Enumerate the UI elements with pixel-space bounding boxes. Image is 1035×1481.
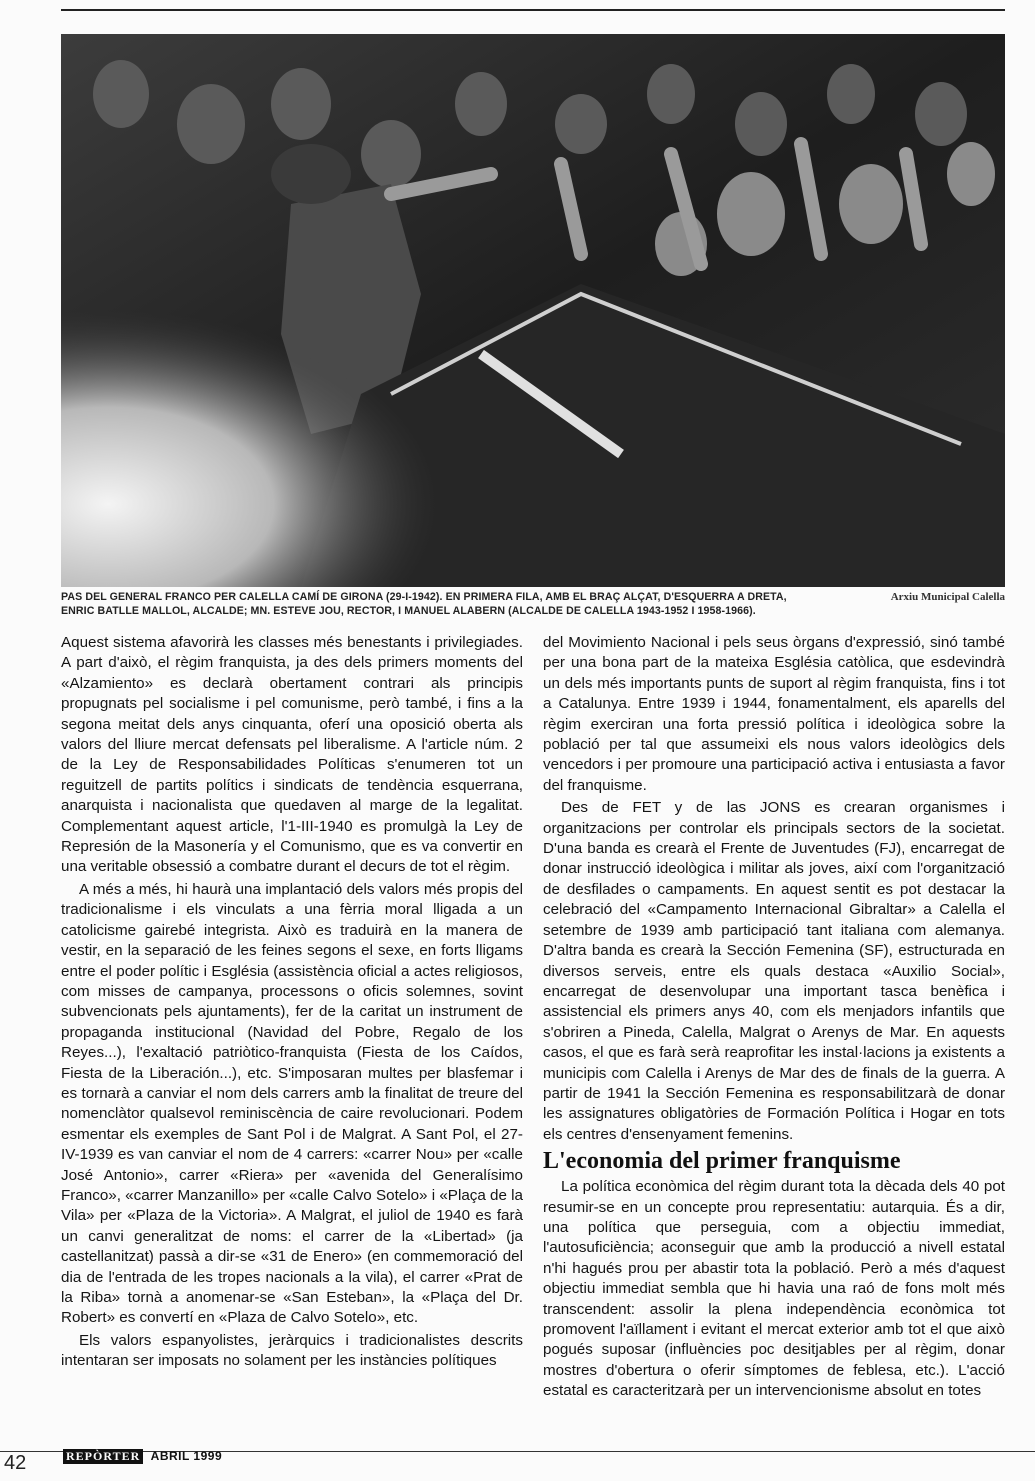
right-paragraph-3: La política econòmica del règim durant tota la dècada dels 40 pot resumir-se en un concepte prou representatiu: autarquia. És a dir, una política que perseguia, com a objectiu immediat, l'autosuficiència; aconseguir que amb la producció a nivell estatal n'hi hagués prou per abastir tota la població. Però a més d'aquest objectiu immediat sembla que hi havia una raó de fons molt més transcendent: assolir la plena independència econòmica tot promovent l'aïllament i evitant el mercat exterior amb tot el que això pogués suposar (influències poc desitjables per al règim, donar mostres d'obertura o oferir símptomes de feblesa, etc.). L'acció estatal es caracteritzarà per un intervencionisme absolut en totes [543,1178,1005,1400]
page-number: 42 [4,1452,27,1474]
left-paragraph-1: Aquest sistema afavorirà les classes més benestants i privilegiades. A part d'això, el règim franquista, ja des dels primers moments del «Alzamiento» es declarà obertament contrari als principis propugnats pel socialisme i pel comunisme, però també, i fins a la segona meitat dels anys cinquanta, oferí una oposició oberta als valors del lliure mercat defensats pel liberalisme. A l'article núm. 2 de la Ley de Responsabilidades Políticas s'enumeren tot un reguitzell de partits polítics i sindicats de tendència esquerrana, anarquista i nacionalista que quedaven al marge de la legalitat. Complementant aquest article, l'1-III-1940 es promulgà la Ley de Represión de la Masonería y el Comunismo, que es va convertir en una veritable obsessió a combatre durant el decurs de tot el règim. [61,634,523,876]
magazine-logo: REPÒRTER [63,1449,143,1464]
issue-date: ABRIL 1999 [150,1449,223,1463]
right-paragraph-2: Des de FET y de las JONS es crearan organismes i organitzacions per controlar els principals sectors de la societat. D'una banda es crearà el Frente de Juventudes (FJ), encarregat de donar instrucció ideològica i militar als joves, així com l'organització de desfilades o campaments. En aquest sentit es pot destacar la celebració del «Campamento Internacional Gibraltar» a Calella el setembre de 1939 amb participació tant italiana com alemanya. D'altra banda es crearà la Sección Femenina (SF), estructurada en diversos serveis, entre els quals destaca «Auxilio Social», encarregat de desenvolupar una important tasca benèfica i assistencial els primers anys 40, com els menjadors infantils que s'obriren a Pineda, Calella, Malgrat o Arenys de Mar. En aquests casos, el que es farà serà reaprofitar les instal·lacions ja existents a municipis com Calella i Arenys de Mar des de finals de la guerra. A partir de 1941 la Sección Femenina es responsabilitzarà de donar les assignatures obligatòries de Formación Política i Hogar en tots els centres d'ensenyament femenins. [543,799,1005,1143]
historical-photograph [61,34,1005,587]
left-paragraph-3: Els valors espanyolistes, jeràrquics i tradicionalistes descrits intentaran ser imposats no solament per les instàncies polítiques [61,1331,523,1370]
right-column [543,633,1005,1402]
right-paragraph-1: del Movimiento Nacional i pels seus òrgans d'expressió, sinó també per una bona part de la mateixa Església catòlica, que esdevindrà un dels més importants punts de suport al règim franquista, fins i tot a Catalunya. Entre 1939 i 1944, fonamentalment, els aparells del règim exerciran una forta pressió política i ideològica sobre la població per tal que assumeixi els nous valors ideològics dels vencedors i per promoure una participació activa i entusiasta a favor del franquisme. [543,634,1005,794]
photograph-icon [61,34,1005,587]
footer-masthead [63,1449,222,1464]
caption-line-2: ENRIC BATLLE MALLOL, ALCALDE; MN. ESTEVE JOU, RECTOR, I MANUEL ALABERN (ALCALDE DE CALELLA 1943-1952 I 1958-1966). [61,604,756,617]
left-column [61,633,523,1372]
photo-caption [61,591,861,618]
caption-line-1: PAS DEL GENERAL FRANCO PER CALELLA CAMÍ DE GIRONA (29-I-1942). EN PRIMERA FILA, AMB EL BRAÇ ALÇAT, D'ESQUERRA A DRETA, [61,591,787,603]
photo-credit: Arxiu Municipal Calella [890,591,1005,603]
top-rule [61,9,1005,11]
section-heading: L'economia del primer franquisme [543,1148,901,1175]
left-paragraph-2: A més a més, hi haurà una implantació dels valors més propis del tradicionalisme i els vinculats a una fèrria moral lligada a un catolicisme gairebé integrista. Això es traduirà en la manera de vestir, en la separació de les feines segons el sexe, en forts lligams entre el poder polític i Església (assistència oficial a actes religiosos, com misses de campanya, processons o oficis solemnes, sovint subvencionats pels ajuntaments), fer de la caritat un instrument de propaganda institucional (Navidad del Pobre, Regalo de los Reyes...), l'exaltació patriòtico-franquista (Fiesta de los Caídos, Fiesta de la Liberación...), etc. S'imposaran multes per blasfemar i es tornarà a canviar el nom dels carrers amb la finalitat de treure del nomenclàtor qualsevol reminiscència de caire revolucionari. Podem esmentar els exemples de Sant Pol i de Malgrat. A Sant Pol, el 27-IV-1939 es van canviar el nom de 4 carrers: «carrer Nou» per «calle José Antonio», carrer «Riera» per «avenida del Generalísimo Franco», «carrer Manzanillo» per «calle Calvo Sotelo» i «Plaça de la Vila» per «Plaza de la Victoria». A Malgrat, el juliol de 1940 es farà un canvi generalitzat de noms: el carrer de la «Libertad» (ja castellanitzat) passà a dir-se «31 de Enero» (en commemoració del dia de l'entrada de les tropes nacionals a la vila), el carrer «Prat de la Riba» tornà a anomenar-se «San Esteban», la «Plaça del Dr. Robert» es convertí en «Plaza de Calvo Sotelo», etc. [61,880,523,1327]
